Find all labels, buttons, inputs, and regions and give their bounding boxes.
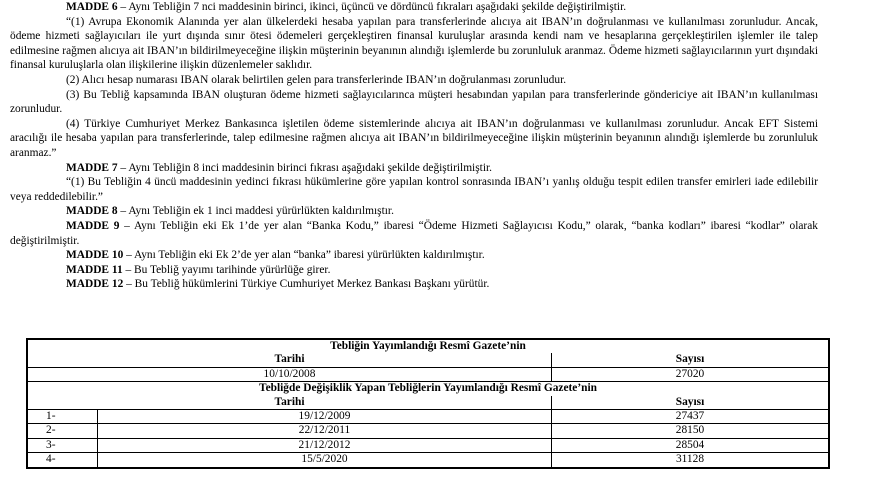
original-date: 10/10/2008 (27, 367, 552, 381)
article-text: – Aynı Tebliğin ek 1 inci maddesi yürürlükten kaldırılmıştır. (117, 205, 394, 218)
table-row (27, 410, 829, 424)
row-date: 15/5/2020 (98, 453, 552, 468)
article-6-para-4 (10, 117, 818, 161)
table-row (27, 438, 829, 452)
row-number: 28504 (552, 438, 830, 452)
article-text: – Aynı Tebliğin eki Ek 1’de yer alan “Banka Kodu,” ibaresi “Ödeme Hizmeti Sağlayıcısı Kodu,” olarak, “banka kodları” ibaresi “kodlar” olarak değiştirilmiştir. (10, 219, 818, 247)
article-7 (10, 161, 818, 176)
article-12 (10, 277, 818, 292)
article-label: MADDE 8 (66, 205, 118, 218)
row-number: 28150 (552, 424, 830, 438)
article-label: MADDE 7 (66, 161, 118, 174)
article-label: MADDE 9 (66, 219, 120, 232)
table-row (27, 453, 829, 468)
table-header-amendments: Tebliğde Değişiklik Yapan Tebliğlerin Yayımlandığı Resmî Gazete’nin (27, 382, 829, 396)
article-6 (10, 0, 818, 15)
article-text: – Aynı Tebliğin 8 inci maddesinin birinci fıkrası aşağıdaki şekilde değiştirilmiştir. (117, 161, 492, 174)
row-number: 27437 (552, 410, 830, 424)
paragraph-text: “(1) Bu Tebliğin 4 üncü maddesinin yedinci fıkrası hükümlerine göre yapılan kontrol sonrasında IBAN’ı yanlış olduğu tespit edilen transfer emirleri iade edilebilir veya reddedilebilir.” (10, 176, 818, 203)
col-header-date: Tarihi (27, 396, 552, 410)
article-label: MADDE 6 (66, 1, 118, 13)
article-6-para-3 (10, 88, 818, 117)
row-date: 19/12/2009 (98, 410, 552, 424)
article-7-para-1 (10, 175, 818, 204)
paragraph-text: (2) Alıcı hesap numarası IBAN olarak belirtilen gelen para transferlerinde IBAN’ın doğrulanması zorunludur. (66, 73, 567, 86)
article-text: – Aynı Tebliğin 7 nci maddesinin birinci, ikinci, üçüncü ve dördüncü fıkraları aşağıdaki şekilde değiştirilmiştir. (117, 1, 627, 13)
paragraph-text: “(1) Avrupa Ekonomik Alanında yer alan ülkelerdeki hesaba yapılan para transferlerinde alıcıya ait IBAN’ın doğrulanması ve kullanılması zorunludur. Ancak, ödeme hizmeti sağlayıcıları ile yurt dışında sınır ötesi ödemeleri gerçekleştiren finansal kuruluşlar arasında kendi nam ve hesaplarına gerçekleştirilen işlemler ile talep edilmesine rağmen alıcıya ait IBAN’ın bildirilmeyeceğine ilişkin müşterinin beyanının alındığı işlemlerde bu zorunluluk aranmaz. Ödeme hizmeti sağlayıcılarının yurt dışındaki finansal kuruluşlarla olan ilişkilerine ilişkin düzenlemeler saklıdır. (10, 15, 818, 72)
row-date: 22/12/2011 (98, 424, 552, 438)
article-text: – Bu Tebliğ hükümlerini Türkiye Cumhuriyet Merkez Bankası Başkanı yürütür. (123, 278, 490, 291)
article-text: – Aynı Tebliğin eki Ek 2’de yer alan “banka” ibaresi yürürlükten kaldırılmıştır. (123, 249, 485, 262)
article-label: MADDE 12 (66, 278, 124, 291)
paragraph-text: (4) Türkiye Cumhuriyet Merkez Bankasınca işletilen ödeme sistemlerinde alıcıya ait IBAN’ın doğrulanması ve kullanılması zorunludur. Ancak EFT Sistemi aracılığı ile hesaba yapılan para transferlerinde, talep edilmesine rağmen alıcıya ait IBAN’ın bildirilmeyeceğine ilişkin müşterinin beyanının alındığı işlemlerde bu zorunluluk aranmaz.” (10, 117, 818, 159)
article-9 (10, 219, 818, 248)
paragraph-text: (3) Bu Tebliğ kapsamında IBAN oluşturan ödeme hizmeti sağlayıcılarınca müşteri hesabından yapılan para transferlerinde göndericiye ait IBAN’ın kullanılması zorunludur. (10, 88, 818, 116)
row-number: 31128 (552, 453, 830, 468)
col-header-number: Sayısı (552, 396, 830, 410)
table-header-original: Tebliğin Yayımlandığı Resmî Gazete’nin (27, 339, 829, 353)
row-index: 2- (27, 424, 98, 438)
row-index: 3- (27, 438, 98, 452)
row-index: 4- (27, 453, 98, 468)
article-11 (10, 263, 818, 278)
article-label: MADDE 10 (66, 249, 124, 262)
row-index: 1- (27, 410, 98, 424)
original-number: 27020 (552, 367, 830, 381)
col-header-date: Tarihi (27, 353, 552, 367)
table-row (27, 424, 829, 438)
article-8 (10, 204, 818, 219)
article-label: MADDE 11 (66, 263, 123, 276)
article-6-para-2 (10, 73, 818, 88)
article-6-para-1 (10, 15, 818, 73)
document-body (10, 0, 818, 292)
row-date: 21/12/2012 (98, 438, 552, 452)
col-header-number: Sayısı (552, 353, 830, 367)
article-10 (10, 248, 818, 263)
gazette-table (26, 338, 830, 469)
article-text: – Bu Tebliğ yayımı tarihinde yürürlüğe girer. (122, 263, 331, 276)
